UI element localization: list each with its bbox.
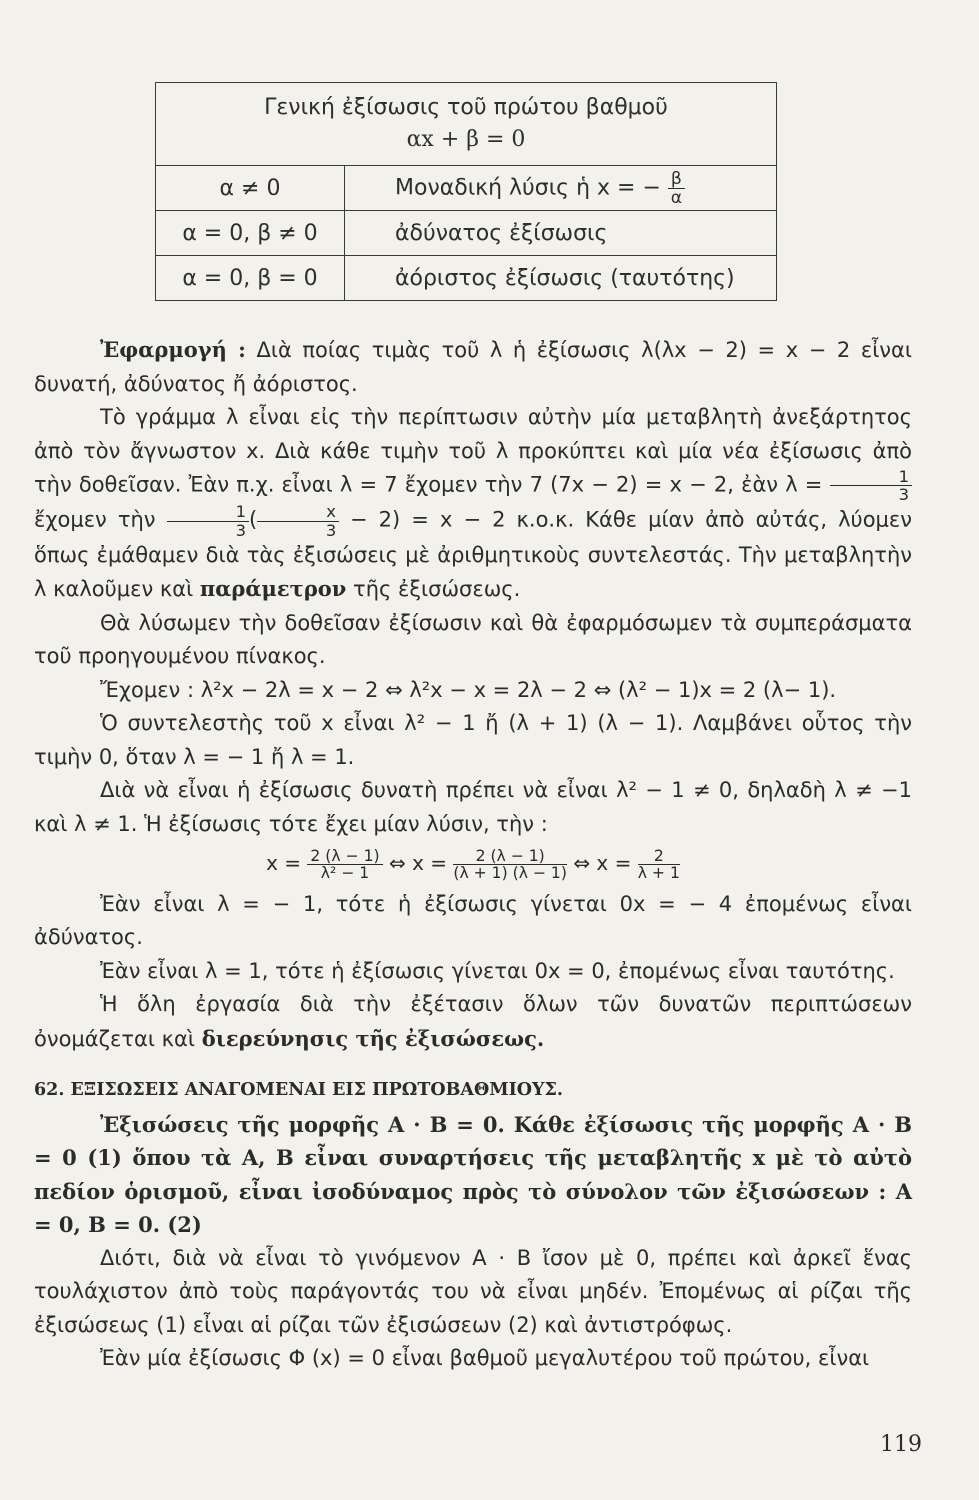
table-row: [156, 211, 777, 256]
summary-table: [155, 82, 777, 301]
paragraph: Ἡ ὅλη ἐργασία διὰ τὴν ἐξέτασιν ὅλων τῶν δυνατῶν περιπτώσεων ὀνομάζεται καὶ διερεύνησις τῆς ἐξισώσεως.: [34, 992, 912, 1051]
fraction: $\frac{2 (\lambda - 1)}{\text{λ² − 1}}$: [307, 848, 382, 882]
table-header: [156, 83, 777, 166]
body-text: [34, 333, 912, 1376]
table-title: Γενική ἐξίσωσις τοῦ πρώτου βαθμοῦ: [264, 95, 668, 121]
paragraph: Ἐφαρμογή : Διὰ ποίας τιμὰς τοῦ λ ἡ ἐξίσωσις λ(λx − 2) = x − 2 εἶναι δυνατή, ἀδύνατος ἤ ἀόριστος.: [34, 337, 912, 396]
bold-term: παράμετρον: [199, 576, 347, 602]
table-equation: αx + β = 0: [406, 127, 526, 152]
table-condition: α ≠ 0: [156, 166, 345, 211]
paragraph: Ἔχομεν : λ²x − 2λ = x − 2 ⇔ λ²x − x = 2λ − 2 ⇔ (λ² − 1)x = 2 (λ− 1).: [100, 677, 837, 702]
paragraph: Ὁ συντελεστὴς τοῦ x εἶναι λ² − 1 ἤ (λ + 1) (λ − 1). Λαμβάνει οὗτος τὴν τιμὴν 0, ὅταν λ = − 1 ἤ λ = 1.: [34, 711, 912, 769]
page-number: 119: [880, 1432, 922, 1457]
fraction: $\frac{x}{3}$: [257, 503, 339, 538]
section-heading: 62. ΕΞΙΣΩΣΕΙΣ ΑΝΑΓΟΜΕΝΑΙ ΕΙΣ ΠΡΩΤΟΒΑΘΜΙΟΥΣ.: [34, 1080, 563, 1101]
application-label: Ἐφαρμογή :: [100, 337, 246, 362]
paragraph: Θὰ λύσωμεν τὴν δοθεῖσαν ἐξίσωσιν καὶ θὰ ἐφαρμόσωμεν τὰ συμπεράσματα τοῦ προηγουμένου πίνακος.: [34, 610, 912, 669]
equation-line: x = $\frac{2 (\lambda - 1)}{\text{λ² − 1}}$ ⇔ x = $\frac{2 (\lambda - 1)}{(\lambda + 1) (\lambda - 1)}$ ⇔ x = $\frac{2}{\lambda + 1}$: [266, 846, 680, 883]
fraction: $\frac{1}{3}$: [167, 503, 249, 538]
bold-paragraph: Ἐξισώσεις τῆς μορφῆς A · B = 0. Κάθε ἐξίσωσις τῆς μορφῆς A · B = 0 (1) ὅπου τὰ A, B εἶναι συναρτήσεις τῆς μεταβλητῆς x μὲ τὸ αὐτὸ πεδίον ὁρισμοῦ, εἶναι ἰσοδύναμος πρὸς τὸ σύνολον τῶν ἐξισώσεων : A = 0, B = 0. (2): [34, 1111, 912, 1238]
table-condition: α = 0, β = 0: [156, 256, 345, 301]
paragraph: Ἐὰν μία ἐξίσωσις Φ (x) = 0 εἶναι βαθμοῦ μεγαλυτέρου τοῦ πρώτου, εἶναι: [100, 1346, 870, 1371]
table-condition: α = 0, β ≠ 0: [156, 211, 345, 256]
bold-term: διερεύνησις τῆς ἐξισώσεως.: [201, 1025, 545, 1051]
fraction: $\frac{2}{\lambda + 1}$: [637, 846, 680, 883]
paragraph: Ἐὰν εἶναι λ = 1, τότε ἡ ἐξίσωσις γίνεται 0x = 0, ἐπομένως εἶναι ταυτότης.: [100, 958, 895, 983]
paragraph: Διότι, διὰ νὰ εἶναι τὸ γινόμενον A · B ἴσον μὲ 0, πρέπει καὶ ἀρκεῖ ἕνας τουλάχιστον ἀπὸ τοὺς παράγοντάς του νὰ εἶναι μηδέν. Ἐπομένως αἱ ρίζαι τῆς ἐξισώσεως (1) εἶναι αἱ ρίζαι τῶν ἐξισώσεων (2) καὶ ἀντιστρόφως.: [34, 1245, 912, 1337]
table-result: ἀδύνατος ἐξίσωσις: [345, 211, 777, 256]
table-result: Μοναδική λύσις ἡ x = − $\frac{\beta}{\alpha}$: [345, 166, 777, 211]
fraction: $\frac{1}{3}$: [830, 468, 912, 503]
table-row: [156, 256, 777, 301]
paragraph: Ἐὰν εἶναι λ = − 1, τότε ἡ ἐξίσωσις γίνεται 0x = − 4 ἐπομένως εἶναι ἀδύνατος.: [34, 891, 912, 950]
table-result: ἀόριστος ἐξίσωσις (ταυτότης): [345, 256, 777, 301]
paragraph: Διὰ νὰ εἶναι ἡ ἐξίσωσις δυνατὴ πρέπει νὰ εἶναι λ² − 1 ≠ 0, δηλαδὴ λ ≠ −1 καὶ λ ≠ 1. Ἡ ἐξίσωσις τότε ἔχει μίαν λύσιν, τὴν :: [34, 778, 912, 836]
fraction: $\frac{2 (\lambda - 1)}{(\lambda + 1) (\lambda - 1)}$: [453, 846, 567, 883]
table-row: [156, 166, 777, 211]
fraction: $\frac{\beta}{\alpha}$: [668, 170, 685, 207]
paragraph: Τὸ γράμμα λ εἶναι εἰς τὴν περίπτωσιν αὐτὴν μία μεταβλητὴ ἀνεξάρτητος ἀπὸ τὸν ἄγνωστον x. Διὰ κάθε τιμὴν τοῦ λ προκύπτει καὶ μία νέα ἐξίσωσις ἀπὸ τὴν δοθεῖσαν. Ἐὰν π.χ. εἶναι λ = 7 ἔχομεν τὴν 7 (7x − 2) = x − 2, ἐὰν λ = $\frac{1}{3}$ ἔχομεν τὴν $\frac{1}{3}$ ( $\frac{x}{3}$ − 2) = x − 2 κ.ο.κ. Κάθε μίαν ἀπὸ αὐτάς, λύομεν ὅπως ἐμάθαμεν διὰ τὰς ἐξισώσεις μὲ ἀριθμητικοὺς συντελεστάς. Τὴν μεταβλητὴν λ καλοῦμεν καὶ παράμετρον τῆς ἐξισώσεως.: [34, 405, 913, 602]
